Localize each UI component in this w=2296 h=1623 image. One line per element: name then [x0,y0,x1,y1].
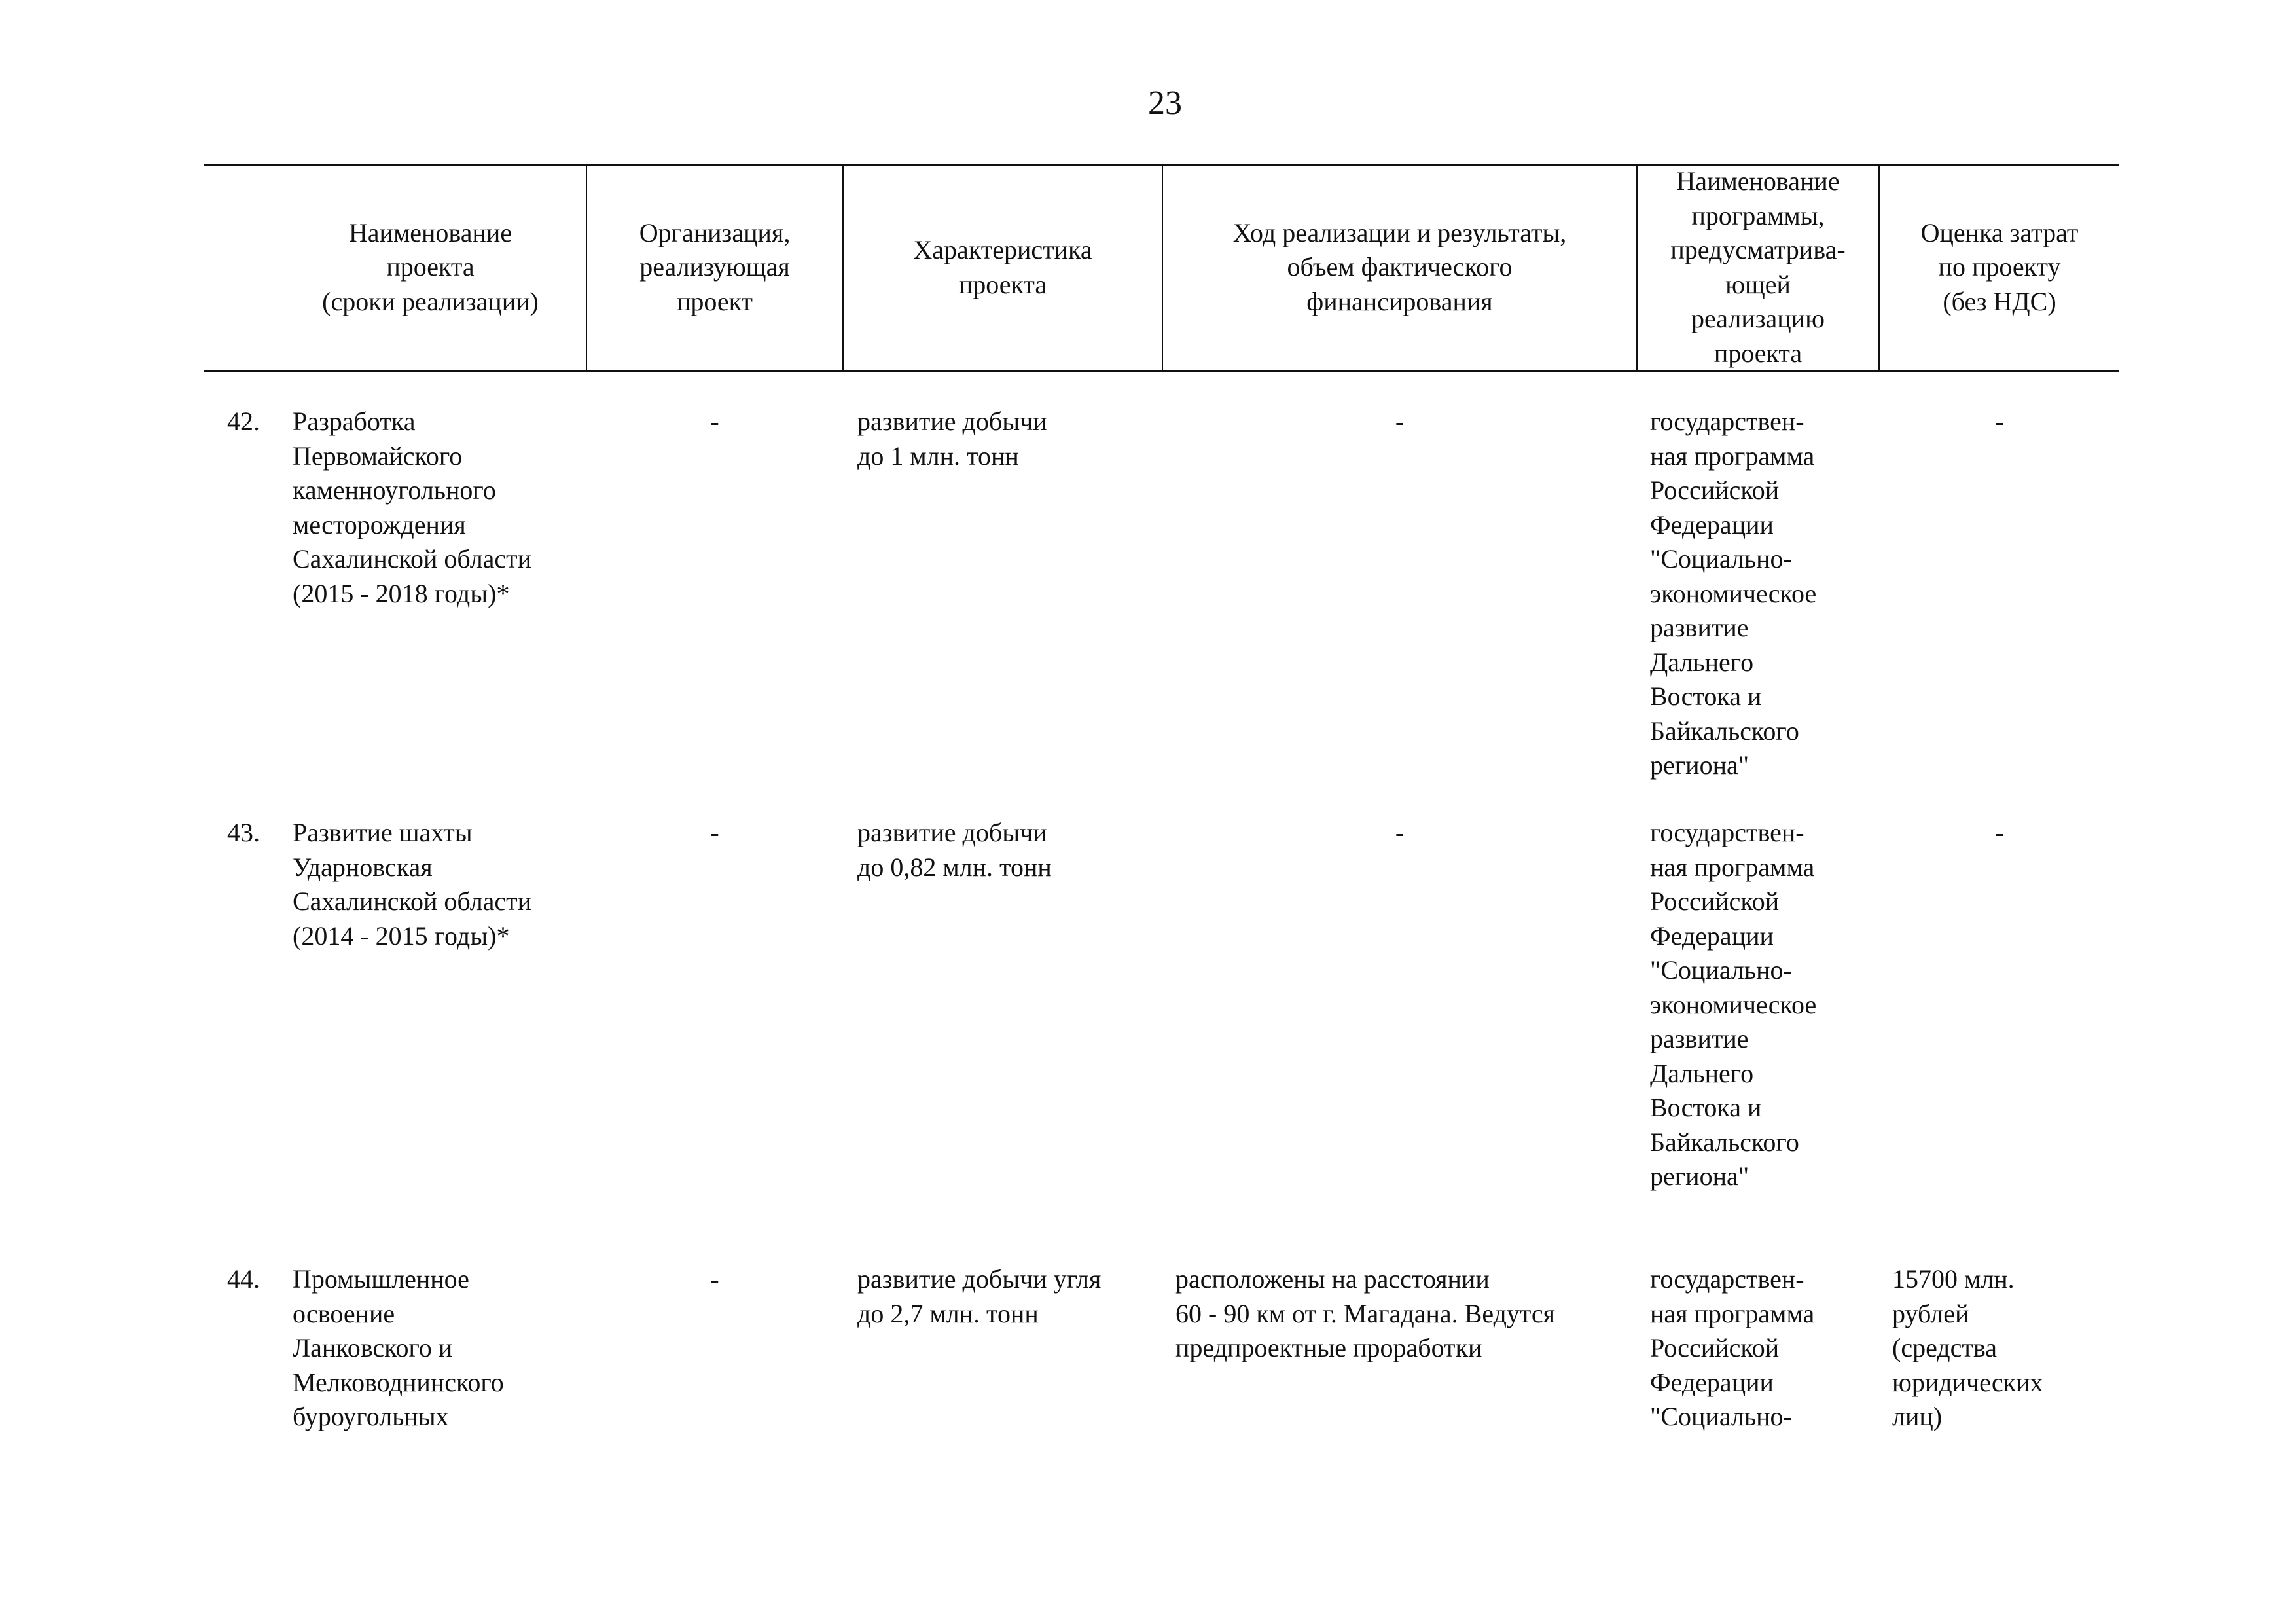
organization-value: - [710,818,719,847]
program-value: государствен- ная программа Российской Федерации "Социально- [1650,1264,1815,1431]
project-name: Разработка Первомайского каменноугольного месторождения Сахалинской области (2015 - 2018 годы)* [293,407,532,608]
header-progress: Ход реализации и результаты, объем фактического финансирования [1232,217,1567,316]
characteristic-value: развитие добычи до 1 млн. тонн [857,407,1047,471]
cost-value: 15700 млн. рублей (средства юридических лиц) [1892,1264,2043,1431]
header-cost: Оценка затрат по проекту (без НДС) [1920,217,2079,316]
row-number: 42. [227,407,260,436]
organization-value: - [710,407,719,436]
organization-value: - [710,1264,719,1294]
project-name: Развитие шахты Ударновская Сахалинской области (2014 - 2015 годы)* [293,818,532,951]
cost-value: - [1995,818,2004,847]
project-name: Промышленное освоение Ланковского и Мелководнинского буроугольных [293,1264,504,1431]
characteristic-value: развитие добычи угля до 2,7 млн. тонн [857,1264,1102,1328]
row-number: 44. [227,1264,260,1294]
header-project-name: Наименование проекта (сроки реализации) [322,217,539,316]
progress-value: - [1395,818,1405,847]
program-value: государствен- ная программа Российской Федерации "Социально- экономическое развитие Дальнего Востока и Байкальского региона" [1650,407,1817,780]
row-number: 43. [227,818,260,847]
cost-value: - [1995,407,2004,436]
header-program: Наименование программы, предусматрива- ющей реализацию проекта [1670,166,1846,368]
progress-value: - [1395,407,1405,436]
header-organization: Организация, реализующая проект [639,217,791,316]
progress-value: расположены на расстоянии 60 - 90 км от г. Магадана. Ведутся предпроектные проработки [1175,1264,1556,1362]
page-number: 23 [1148,84,1182,122]
characteristic-value: развитие добычи до 0,82 млн. тонн [857,818,1052,882]
header-characteristic: Характеристика проекта [913,235,1092,299]
program-value: государствен- ная программа Российской Федерации "Социально- экономическое развитие Дальнего Востока и Байкальского региона" [1650,818,1817,1191]
